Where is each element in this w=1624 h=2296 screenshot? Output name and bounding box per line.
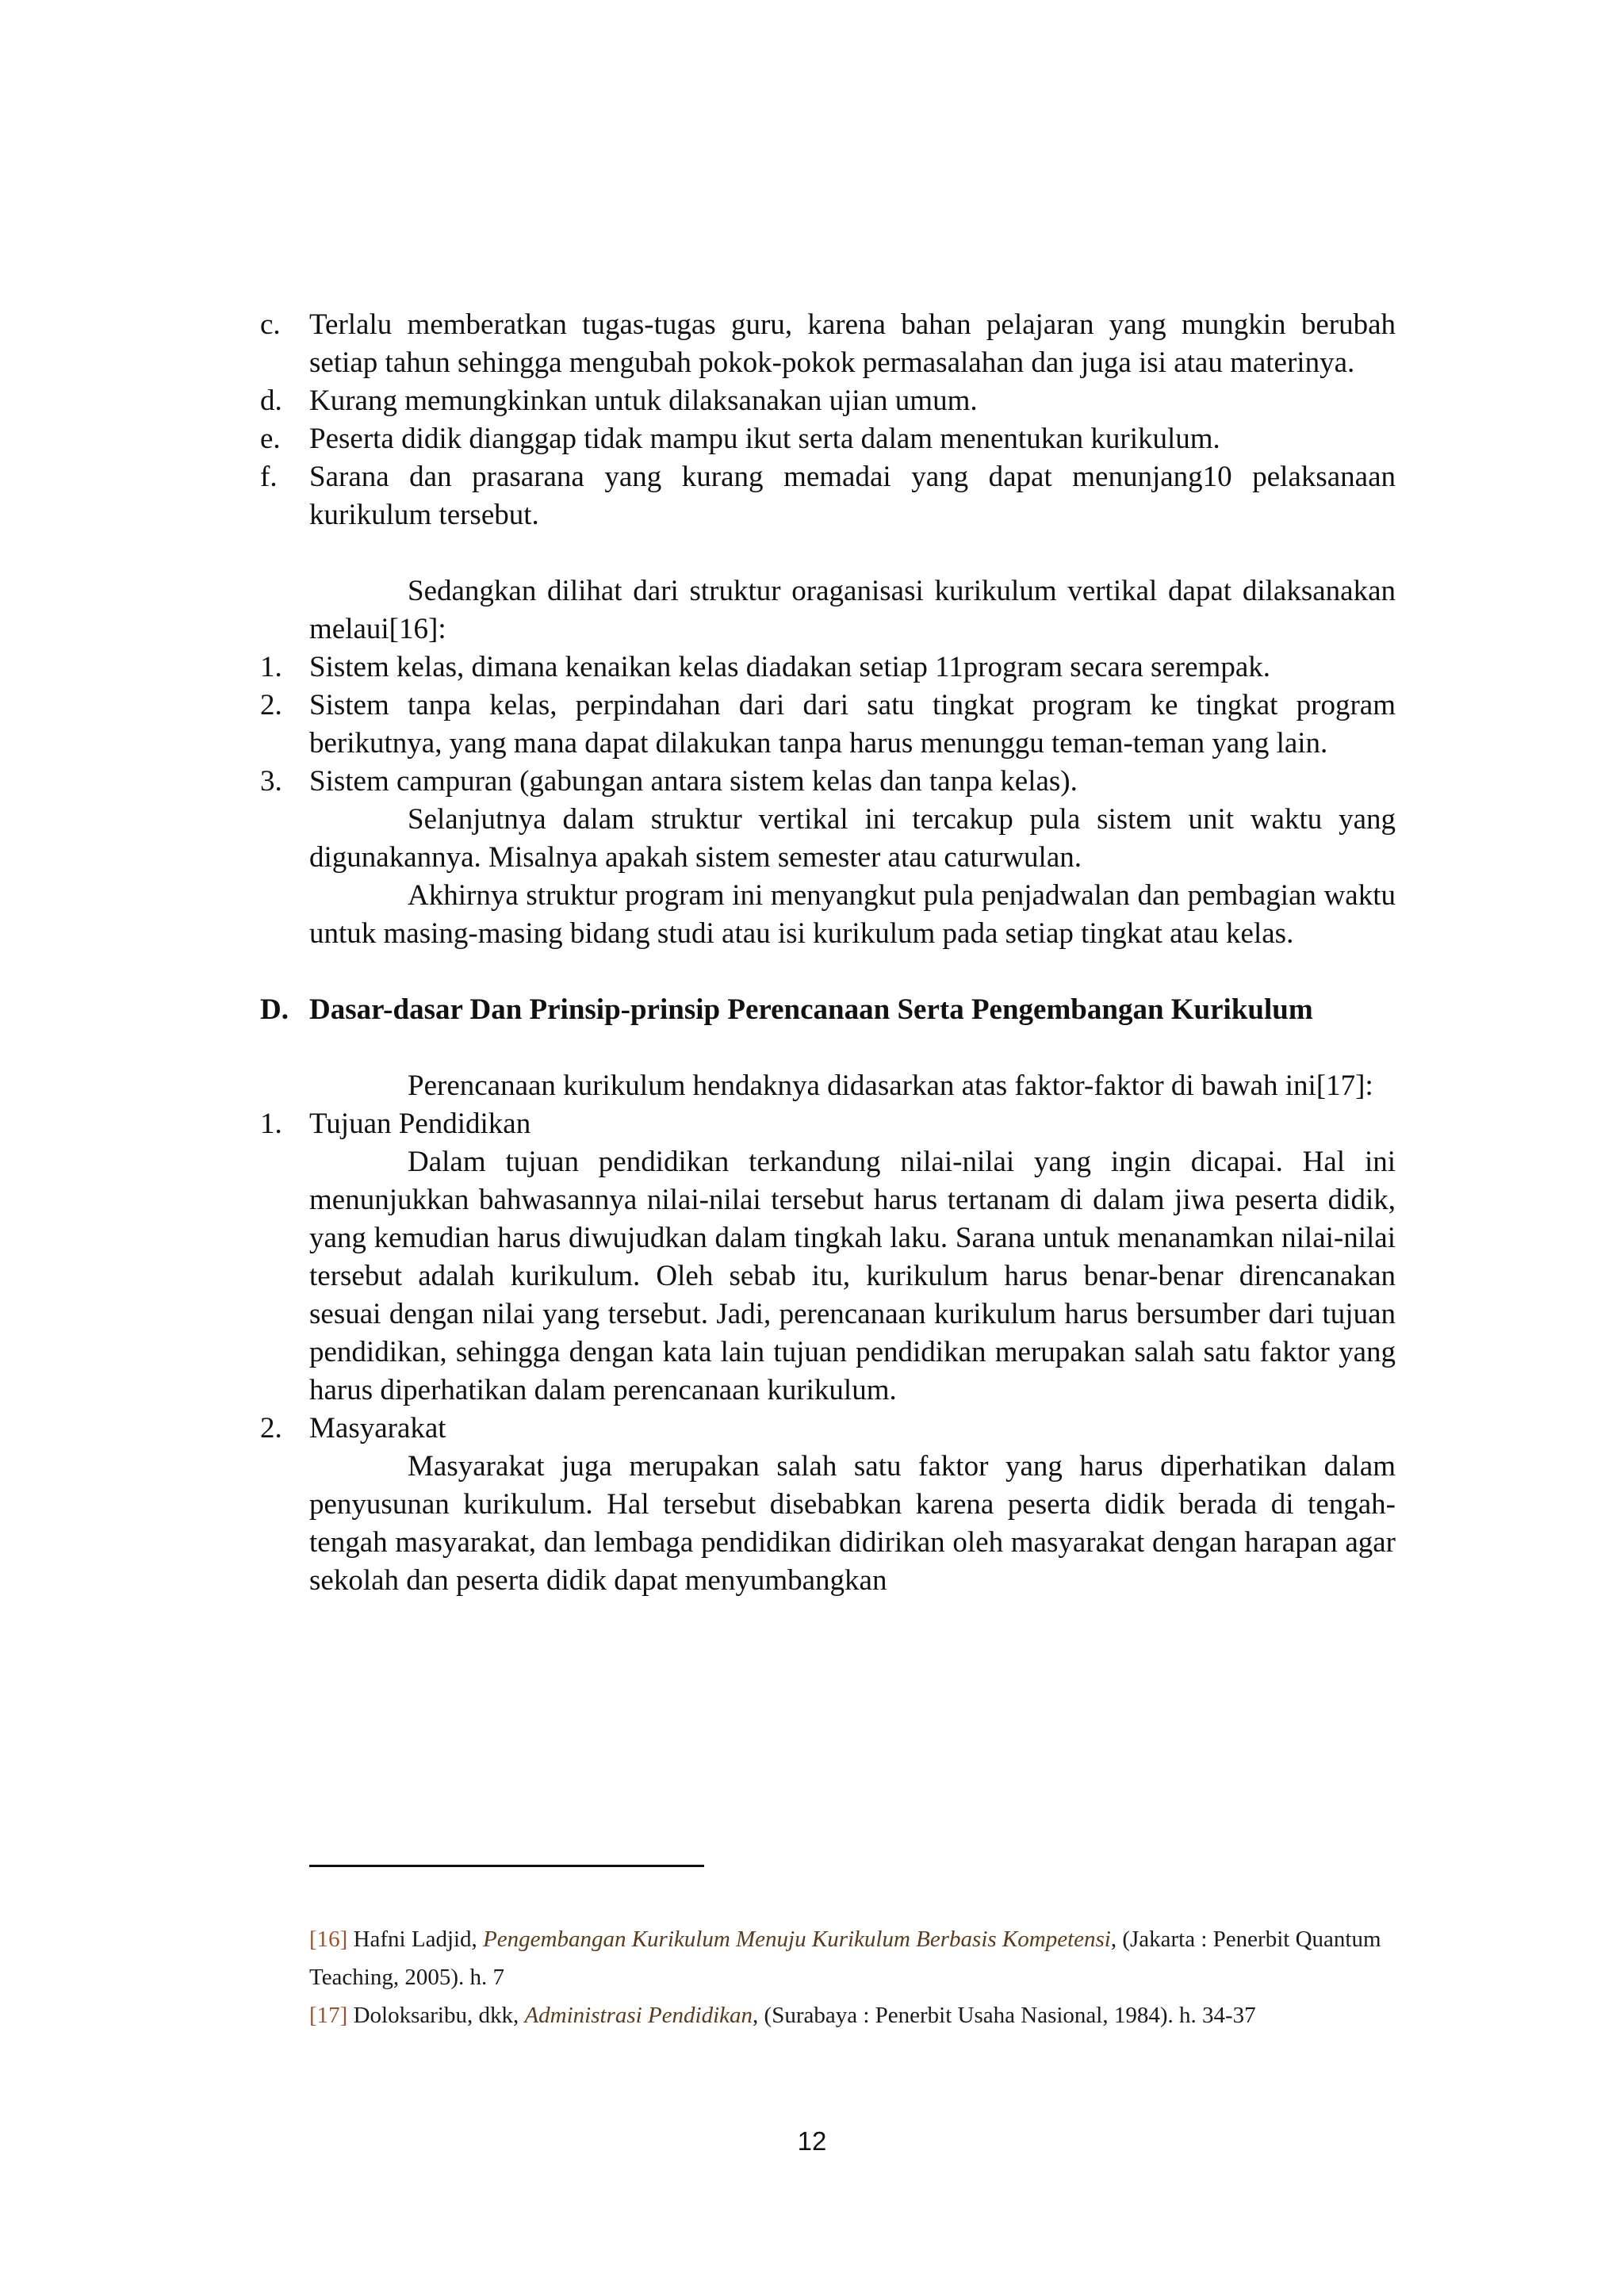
list-item-d <box>260 382 1396 420</box>
list-item-2 <box>260 687 1396 763</box>
list-item-text: Terlalu memberatkan tugas-tugas guru, karena bahan pelajaran yang mungkin berubah setiap tahun sehingga mengubah pokok-pokok permasalahan dan juga isi atau materinya. <box>309 308 1396 379</box>
footnote-17 <box>309 1996 1397 2034</box>
list-item-3 <box>260 763 1396 801</box>
list-item-f <box>260 458 1396 534</box>
list-item-text: Sistem campuran (gabungan antara sistem kelas dan tanpa kelas). <box>309 765 1078 798</box>
footnote-title: Administrasi Pendidikan <box>524 2003 753 2028</box>
page-number: 12 <box>797 2126 827 2156</box>
list-marker: 1. <box>260 651 282 683</box>
list-item-e <box>260 420 1396 458</box>
section-heading <box>260 991 1396 1029</box>
heading-text: Dasar-dasar Dan Prinsip-prinsip Perencanaan Serta Pengembangan Kurikulum <box>309 993 1313 1026</box>
footnote-details: , (Jakarta : Penerbit Quantum Teaching, 2005). h. 7 <box>309 1927 1381 1990</box>
paragraph-selanjutnya: Selanjutnya dalam struktur vertikal ini tercakup pula sistem unit waktu yang digunakannya. Misalnya apakah sistem semester atau caturwulan. <box>309 803 1396 874</box>
factor-title: Tujuan Pendidikan <box>309 1108 531 1140</box>
paragraph-perencanaan: Perencanaan kurikulum hendaknya didasarkan atas faktor-faktor di bawah ini[17]: <box>408 1070 1373 1102</box>
footnote-16 <box>309 1920 1397 1996</box>
paragraph-gap <box>260 953 1396 991</box>
list-item-c <box>260 306 1396 382</box>
list-marker: 2. <box>260 1412 282 1445</box>
list-item-text: Sarana dan prasarana yang kurang memadai yang dapat menunjang10 pelaksanaan kurikulum tersebut. <box>309 461 1396 531</box>
footnote-divider <box>309 1865 704 1867</box>
factor-title: Masyarakat <box>309 1412 446 1445</box>
factor-item-2 <box>260 1410 1396 1448</box>
list-item-text: Sistem kelas, dimana kenaikan kelas diadakan setiap 11program secara serempak. <box>309 651 1270 683</box>
footnote-details: , (Surabaya : Penerbit Usaha Nasional, 1984). h. 34-37 <box>753 2003 1256 2028</box>
list-item-1 <box>260 649 1396 687</box>
footnote-ref: [16] <box>309 1927 348 1952</box>
footnotes <box>309 1920 1397 2034</box>
body-text <box>260 306 1396 1600</box>
footnote-author: Hafni Ladjid, <box>353 1927 477 1952</box>
list-item-text: Sistem tanpa kelas, perpindahan dari dari satu tingkat program ke tingkat program berikutnya, yang mana dapat dilakukan tanpa harus menunggu teman-teman yang lain. <box>309 689 1396 760</box>
footnote-title: Pengembangan Kurikulum Menuju Kurikulum Berbasis Kompetensi <box>483 1927 1111 1952</box>
paragraph-masyarakat: Masyarakat juga merupakan salah satu faktor yang harus diperhatikan dalam penyusunan kurikulum. Hal tersebut disebabkan karena peserta didik berada di tengah-tengah masyarakat, dan lembaga pendidikan didirikan oleh masyarakat dengan harapan agar sekolah dan peserta didik dapat menyumbangkan <box>309 1450 1396 1597</box>
paragraph-tujuan: Dalam tujuan pendidikan terkandung nilai-nilai yang ingin dicapai. Hal ini menunjukkan bahwasannya nilai-nilai tersebut harus tertanam di dalam jiwa peserta didik, yang kemudian harus diwujudkan dalam tingkah laku. Sarana untuk menanamkan nilai-nilai tersebut adalah kurikulum. Oleh sebab itu, kurikulum harus benar-benar direncanakan sesuai dengan nilai yang tersebut. Jadi, perencanaan kurikulum harus bersumber dari tujuan pendidikan, sehingga dengan kata lain tujuan pendidikan merupakan salah satu faktor yang harus diperhatikan dalam perencanaan kurikulum. <box>309 1146 1396 1406</box>
paragraph-vertical-intro: Sedangkan dilihat dari struktur oraganisasi kurikulum vertikal dapat dilaksanakan melaui[16]: <box>309 575 1396 645</box>
list-marker: d. <box>260 385 282 417</box>
paragraph-akhirnya: Akhirnya struktur program ini menyangkut pula penjadwalan dan pembagian waktu untuk masing-masing bidang studi atau isi kurikulum pada setiap tingkat atau kelas. <box>309 879 1396 950</box>
factor-item-1 <box>260 1105 1396 1143</box>
paragraph-gap <box>260 534 1396 572</box>
list-marker: 3. <box>260 765 282 798</box>
heading-marker: D. <box>260 993 289 1026</box>
list-marker: 1. <box>260 1108 282 1140</box>
footnote-ref: [17] <box>309 2003 348 2028</box>
list-marker: 2. <box>260 689 282 721</box>
list-marker: f. <box>260 461 278 493</box>
footnote-author: Doloksaribu, dkk, <box>353 2003 519 2028</box>
list-marker: c. <box>260 308 281 341</box>
paragraph-gap <box>260 1029 1396 1067</box>
list-item-text: Kurang memungkinkan untuk dilaksanakan ujian umum. <box>309 385 978 417</box>
list-item-text: Peserta didik dianggap tidak mampu ikut serta dalam menentukan kurikulum. <box>309 423 1220 455</box>
list-marker: e. <box>260 423 281 455</box>
